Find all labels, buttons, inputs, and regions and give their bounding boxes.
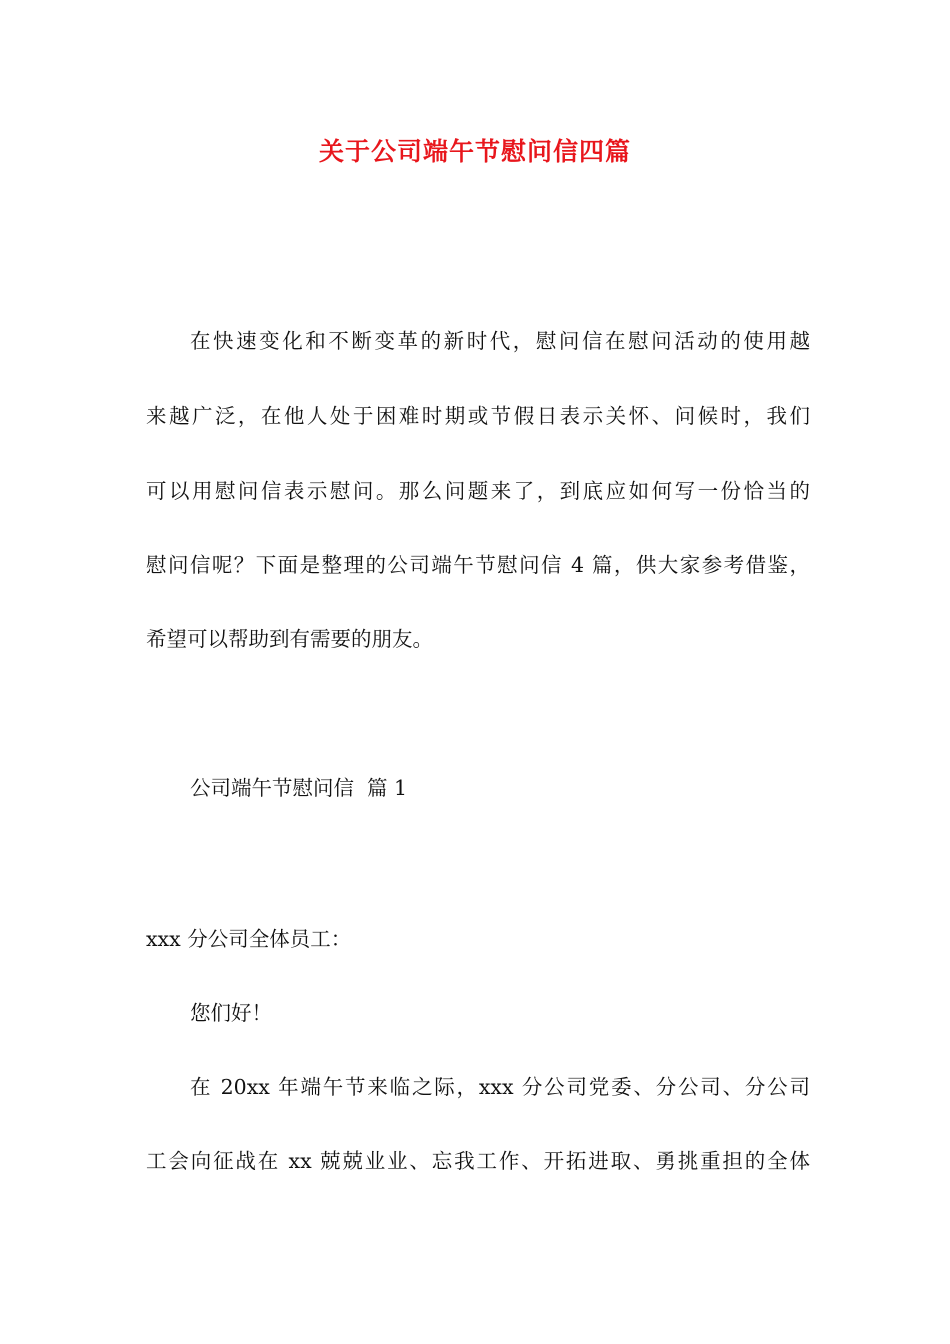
intro-line-1: 在快速变化和不断变革的新时代，慰问信在慰问活动的使用越 — [190, 329, 810, 353]
section-heading: 公司端午节慰问信 篇 1 — [190, 776, 408, 800]
greeting: 您们好！ — [190, 1001, 272, 1025]
intro-line-5: 希望可以帮助到有需要的朋友。 — [146, 627, 433, 651]
intro-line-3: 可以用慰问信表示慰问。那么问题来了，到底应如何写一份恰当的 — [146, 479, 810, 503]
body-line-1: 在 20xx 年端午节来临之际，xxx 分公司党委、分公司、分公司 — [190, 1075, 810, 1099]
intro-line-4: 慰问信呢？下面是整理的公司端午节慰问信 4 篇，供大家参考借鉴， — [146, 553, 810, 577]
body-line-2: 工会向征战在 xx 兢兢业业、忘我工作、开拓进取、勇挑重担的全体 — [146, 1149, 810, 1173]
document-title: 关于公司端午节慰问信四篇 — [318, 137, 631, 166]
intro-line-2: 来越广泛，在他人处于困难时期或节假日表示关怀、问候时，我们 — [146, 404, 810, 428]
salutation: xxx 分公司全体员工： — [146, 927, 352, 951]
